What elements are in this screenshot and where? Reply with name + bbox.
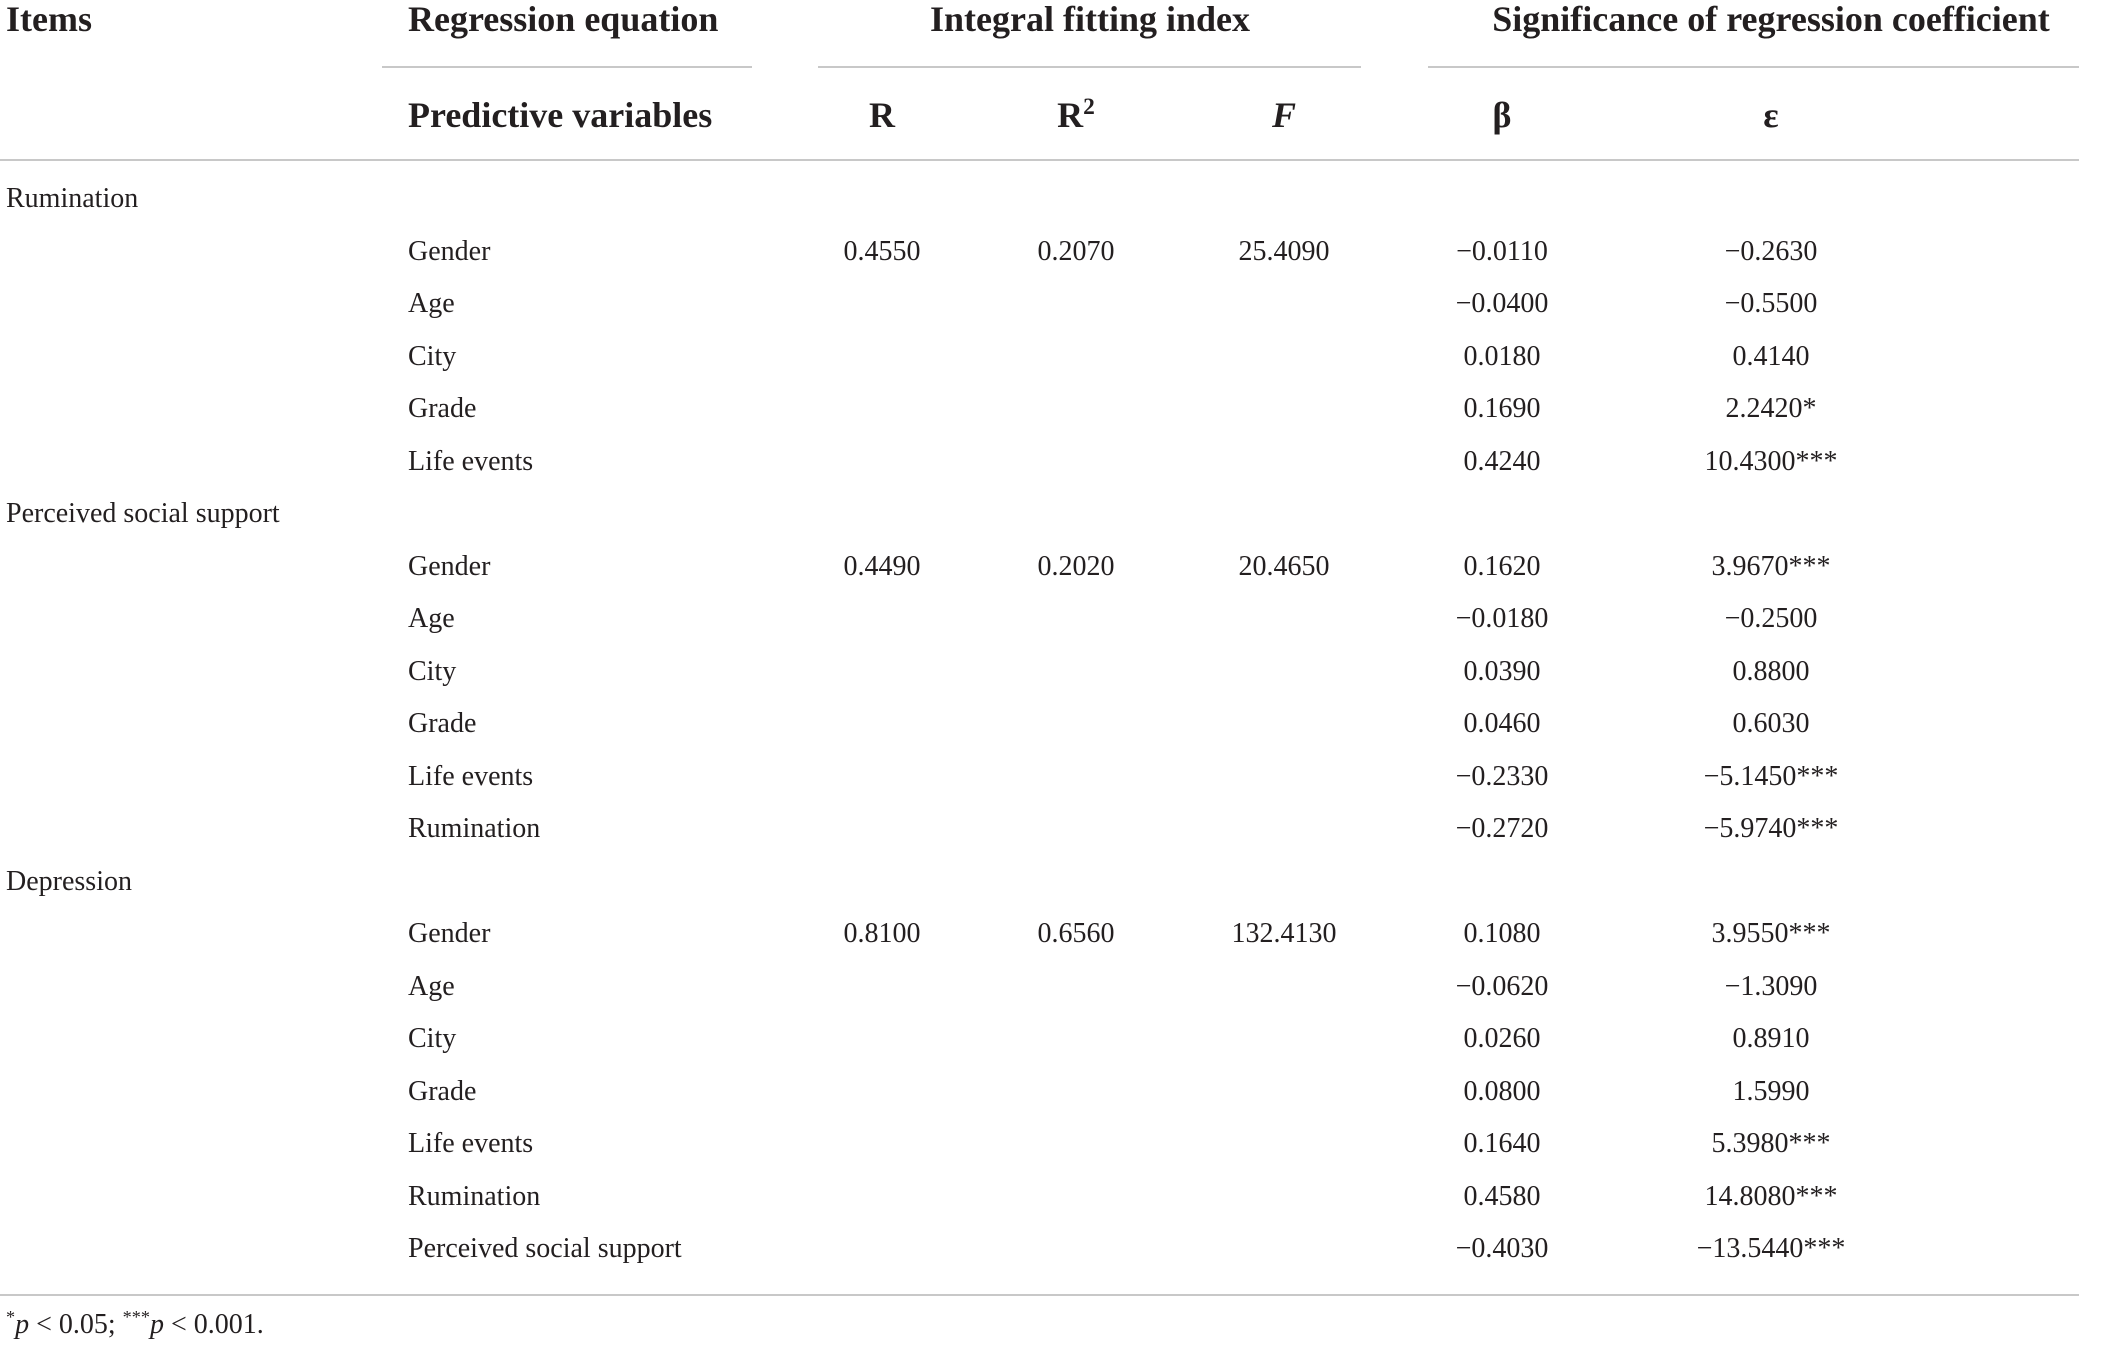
header-beta: β <box>1492 95 1512 135</box>
predictive-variable: Rumination <box>408 813 541 844</box>
value-r: 0.4490 <box>843 550 921 582</box>
value-epsilon: 3.9550*** <box>1711 918 1831 949</box>
rule-header-bottom <box>0 159 2079 161</box>
value-epsilon: 0.6030 <box>1732 708 1810 739</box>
predictive-variable: Perceived social support <box>408 1233 682 1264</box>
value-beta: 0.0260 <box>1463 1023 1541 1054</box>
value-beta: 0.4580 <box>1463 1180 1541 1212</box>
predictive-variable: Age <box>408 603 455 634</box>
value-epsilon: 5.3980*** <box>1711 1128 1831 1159</box>
value-epsilon: −13.5440*** <box>1696 1233 1846 1264</box>
footnote: *p < 0.05; ***p < 0.001. <box>6 1307 264 1340</box>
value-beta: 0.0460 <box>1463 708 1541 739</box>
value-beta: −0.0400 <box>1455 288 1549 319</box>
value-epsilon: −5.1450*** <box>1703 760 1839 792</box>
value-beta: 0.1640 <box>1463 1128 1541 1159</box>
predictive-variable: Age <box>408 970 455 1002</box>
value-epsilon: 3.9670*** <box>1711 550 1831 582</box>
value-beta: 0.0800 <box>1463 1075 1541 1107</box>
predictive-variable: Gender <box>408 235 491 267</box>
value-beta: 0.1620 <box>1463 550 1541 582</box>
rule-regression-equation <box>382 66 752 68</box>
value-beta: 0.0390 <box>1463 655 1541 687</box>
value-epsilon: 0.4140 <box>1732 340 1810 372</box>
header-epsilon: ε <box>1763 95 1779 135</box>
value-f: 20.4650 <box>1238 550 1330 582</box>
value-r-squared: 0.2070 <box>1037 235 1115 267</box>
predictive-variable: City <box>408 655 457 687</box>
group-label: Perceived social support <box>6 498 280 529</box>
rule-significance <box>1428 66 2079 68</box>
value-beta: 0.1080 <box>1463 918 1541 949</box>
value-beta: 0.0180 <box>1463 340 1541 372</box>
value-epsilon: 2.2420* <box>1725 393 1817 424</box>
header-regression-equation: Regression equation <box>408 0 719 39</box>
value-beta: −0.4030 <box>1455 1233 1549 1264</box>
header-predictive-variables: Predictive variables <box>408 95 713 135</box>
predictive-variable: City <box>408 1023 457 1054</box>
predictive-variable: Life events <box>408 760 534 792</box>
value-f: 25.4090 <box>1238 235 1330 267</box>
predictive-variable: City <box>408 340 457 372</box>
group-label: Rumination <box>6 183 139 214</box>
predictive-variable: Grade <box>408 393 477 424</box>
predictive-variable: Rumination <box>408 1180 541 1212</box>
value-epsilon: −0.2500 <box>1724 603 1818 634</box>
rule-integral-fitting <box>818 66 1361 68</box>
header-r-squared: $R^2$ <box>1057 94 1095 135</box>
predictive-variable: Gender <box>408 918 491 949</box>
value-beta: 0.4240 <box>1463 445 1541 477</box>
value-epsilon: 1.5990 <box>1732 1075 1810 1107</box>
value-epsilon: 0.8800 <box>1732 655 1810 687</box>
value-beta: −0.0110 <box>1456 235 1548 267</box>
value-beta: 0.1690 <box>1463 393 1541 424</box>
predictive-variable: Grade <box>408 708 477 739</box>
header-integral-fitting-index: Integral fitting index <box>930 0 1250 39</box>
value-epsilon: 0.8910 <box>1732 1023 1810 1054</box>
header-f: F <box>1271 95 1297 135</box>
value-r: 0.8100 <box>843 918 921 949</box>
value-r: 0.4550 <box>843 235 921 267</box>
predictive-variable: Life events <box>408 1128 534 1159</box>
rule-table-bottom <box>0 1294 2079 1296</box>
predictive-variable: Grade <box>408 1075 477 1107</box>
value-epsilon: −0.5500 <box>1724 288 1818 319</box>
value-beta: −0.2330 <box>1455 760 1549 792</box>
value-f: 132.4130 <box>1231 918 1337 949</box>
predictive-variable: Age <box>408 288 455 319</box>
header-r: R <box>869 95 895 135</box>
value-beta: −0.0620 <box>1455 970 1549 1002</box>
predictive-variable: Life events <box>408 445 534 477</box>
predictive-variable: Gender <box>408 550 491 582</box>
value-epsilon: −5.9740*** <box>1703 813 1839 844</box>
header-items: Items <box>6 0 92 39</box>
value-r-squared: 0.6560 <box>1037 918 1115 949</box>
value-epsilon: −1.3090 <box>1724 970 1818 1002</box>
value-r-squared: 0.2020 <box>1037 550 1115 582</box>
value-epsilon: −0.2630 <box>1724 235 1818 267</box>
value-epsilon: 10.4300*** <box>1704 445 1838 477</box>
value-beta: −0.0180 <box>1455 603 1549 634</box>
value-epsilon: 14.8080*** <box>1704 1180 1838 1212</box>
value-beta: −0.2720 <box>1455 813 1549 844</box>
group-label: Depression <box>6 865 132 897</box>
header-significance: Significance of regression coefficient <box>1492 0 2050 39</box>
